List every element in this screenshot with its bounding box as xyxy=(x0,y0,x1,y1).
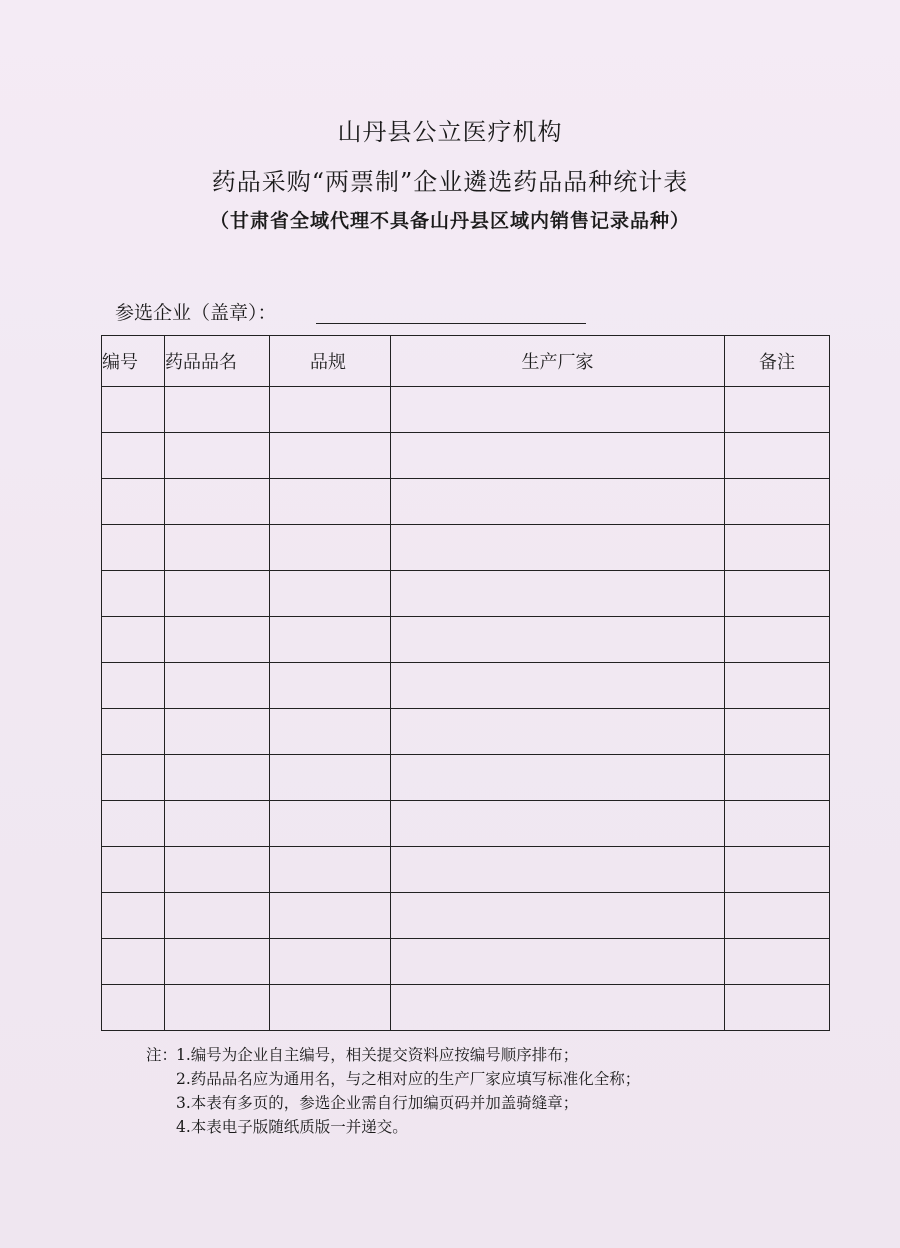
cell-remarks[interactable] xyxy=(725,985,830,1031)
note-text: 3.本表有多页的，参选企业需自行加编页码并加盖骑缝章； xyxy=(176,1094,579,1112)
table-row xyxy=(102,387,830,433)
cell-number[interactable] xyxy=(102,755,165,801)
cell-remarks[interactable] xyxy=(725,433,830,479)
cell-manufacturer[interactable] xyxy=(391,433,725,479)
cell-manufacturer[interactable] xyxy=(391,387,725,433)
cell-number[interactable] xyxy=(102,985,165,1031)
note-text: 4.本表电子版随纸质版一并递交。 xyxy=(176,1118,408,1136)
cell-specification[interactable] xyxy=(270,571,391,617)
table-body xyxy=(102,387,830,1031)
table-row xyxy=(102,571,830,617)
table-row xyxy=(102,433,830,479)
cell-number[interactable] xyxy=(102,709,165,755)
document-subtitle: （甘肃省全域代理不具备山丹县区域内销售记录品种） xyxy=(209,210,690,232)
table-row xyxy=(102,847,830,893)
drug-variety-table xyxy=(101,335,830,1031)
cell-drug-name[interactable] xyxy=(165,847,270,893)
cell-manufacturer[interactable] xyxy=(391,893,725,939)
cell-drug-name[interactable] xyxy=(165,571,270,617)
cell-specification[interactable] xyxy=(270,939,391,985)
cell-drug-name[interactable] xyxy=(165,709,270,755)
cell-number[interactable] xyxy=(102,893,165,939)
cell-specification[interactable] xyxy=(270,663,391,709)
cell-drug-name[interactable] xyxy=(165,525,270,571)
table-row xyxy=(102,985,830,1031)
column-header-specification: 品规 xyxy=(270,336,391,387)
cell-drug-name[interactable] xyxy=(165,617,270,663)
note-text: 2.药品品名应为通用名，与之相对应的生产厂家应填写标准化全称； xyxy=(176,1070,641,1088)
cell-number[interactable] xyxy=(102,433,165,479)
document-title-institution: 山丹县公立医疗机构 xyxy=(337,118,563,146)
table-row xyxy=(102,801,830,847)
cell-manufacturer[interactable] xyxy=(391,571,725,617)
table-row xyxy=(102,709,830,755)
cell-remarks[interactable] xyxy=(725,893,830,939)
note-item xyxy=(146,1115,640,1139)
cell-manufacturer[interactable] xyxy=(391,985,725,1031)
cell-drug-name[interactable] xyxy=(165,801,270,847)
cell-remarks[interactable] xyxy=(725,709,830,755)
cell-manufacturer[interactable] xyxy=(391,847,725,893)
cell-manufacturer[interactable] xyxy=(391,755,725,801)
cell-manufacturer[interactable] xyxy=(391,939,725,985)
cell-drug-name[interactable] xyxy=(165,479,270,525)
cell-drug-name[interactable] xyxy=(165,893,270,939)
cell-manufacturer[interactable] xyxy=(391,525,725,571)
cell-number[interactable] xyxy=(102,801,165,847)
table-header-row xyxy=(102,336,830,387)
cell-specification[interactable] xyxy=(270,525,391,571)
notes-section xyxy=(146,1043,640,1139)
table-row xyxy=(102,617,830,663)
cell-drug-name[interactable] xyxy=(165,939,270,985)
note-text: 1.编号为企业自主编号，相关提交资料应按编号顺序排布； xyxy=(176,1046,579,1064)
cell-remarks[interactable] xyxy=(725,755,830,801)
cell-drug-name[interactable] xyxy=(165,387,270,433)
column-header-drug-name: 药品品名 xyxy=(165,336,270,387)
cell-specification[interactable] xyxy=(270,709,391,755)
document-title-main: 药品采购“两票制”企业遴选药品品种统计表 xyxy=(211,168,689,196)
cell-drug-name[interactable] xyxy=(165,663,270,709)
cell-drug-name[interactable] xyxy=(165,755,270,801)
cell-manufacturer[interactable] xyxy=(391,617,725,663)
cell-remarks[interactable] xyxy=(725,617,830,663)
notes-prefix: 注： xyxy=(146,1046,178,1064)
cell-specification[interactable] xyxy=(270,479,391,525)
cell-remarks[interactable] xyxy=(725,571,830,617)
cell-number[interactable] xyxy=(102,663,165,709)
cell-number[interactable] xyxy=(102,479,165,525)
table-row xyxy=(102,479,830,525)
table-row xyxy=(102,939,830,985)
table-row xyxy=(102,755,830,801)
cell-manufacturer[interactable] xyxy=(391,801,725,847)
cell-number[interactable] xyxy=(102,387,165,433)
cell-specification[interactable] xyxy=(270,985,391,1031)
cell-manufacturer[interactable] xyxy=(391,479,725,525)
cell-specification[interactable] xyxy=(270,755,391,801)
cell-remarks[interactable] xyxy=(725,479,830,525)
note-item xyxy=(146,1067,640,1091)
cell-remarks[interactable] xyxy=(725,801,830,847)
column-header-remarks: 备注 xyxy=(725,336,830,387)
cell-manufacturer[interactable] xyxy=(391,663,725,709)
column-header-manufacturer: 生产厂家 xyxy=(391,336,725,387)
table-row xyxy=(102,663,830,709)
note-item xyxy=(146,1043,640,1067)
cell-specification[interactable] xyxy=(270,387,391,433)
note-item xyxy=(146,1091,640,1115)
table-row xyxy=(102,893,830,939)
cell-number[interactable] xyxy=(102,847,165,893)
cell-number[interactable] xyxy=(102,571,165,617)
cell-specification[interactable] xyxy=(270,801,391,847)
cell-drug-name[interactable] xyxy=(165,985,270,1031)
cell-number[interactable] xyxy=(102,939,165,985)
cell-drug-name[interactable] xyxy=(165,433,270,479)
cell-number[interactable] xyxy=(102,617,165,663)
cell-remarks[interactable] xyxy=(725,525,830,571)
table-row xyxy=(102,525,830,571)
company-seal-blank-line[interactable] xyxy=(316,323,586,324)
cell-manufacturer[interactable] xyxy=(391,709,725,755)
cell-specification[interactable] xyxy=(270,893,391,939)
cell-number[interactable] xyxy=(102,525,165,571)
company-seal-label: 参选企业（盖章）： xyxy=(115,302,277,324)
cell-remarks[interactable] xyxy=(725,847,830,893)
cell-remarks[interactable] xyxy=(725,663,830,709)
cell-remarks[interactable] xyxy=(725,387,830,433)
cell-specification[interactable] xyxy=(270,847,391,893)
cell-specification[interactable] xyxy=(270,433,391,479)
column-header-number: 编号 xyxy=(102,336,165,387)
cell-remarks[interactable] xyxy=(725,939,830,985)
cell-specification[interactable] xyxy=(270,617,391,663)
